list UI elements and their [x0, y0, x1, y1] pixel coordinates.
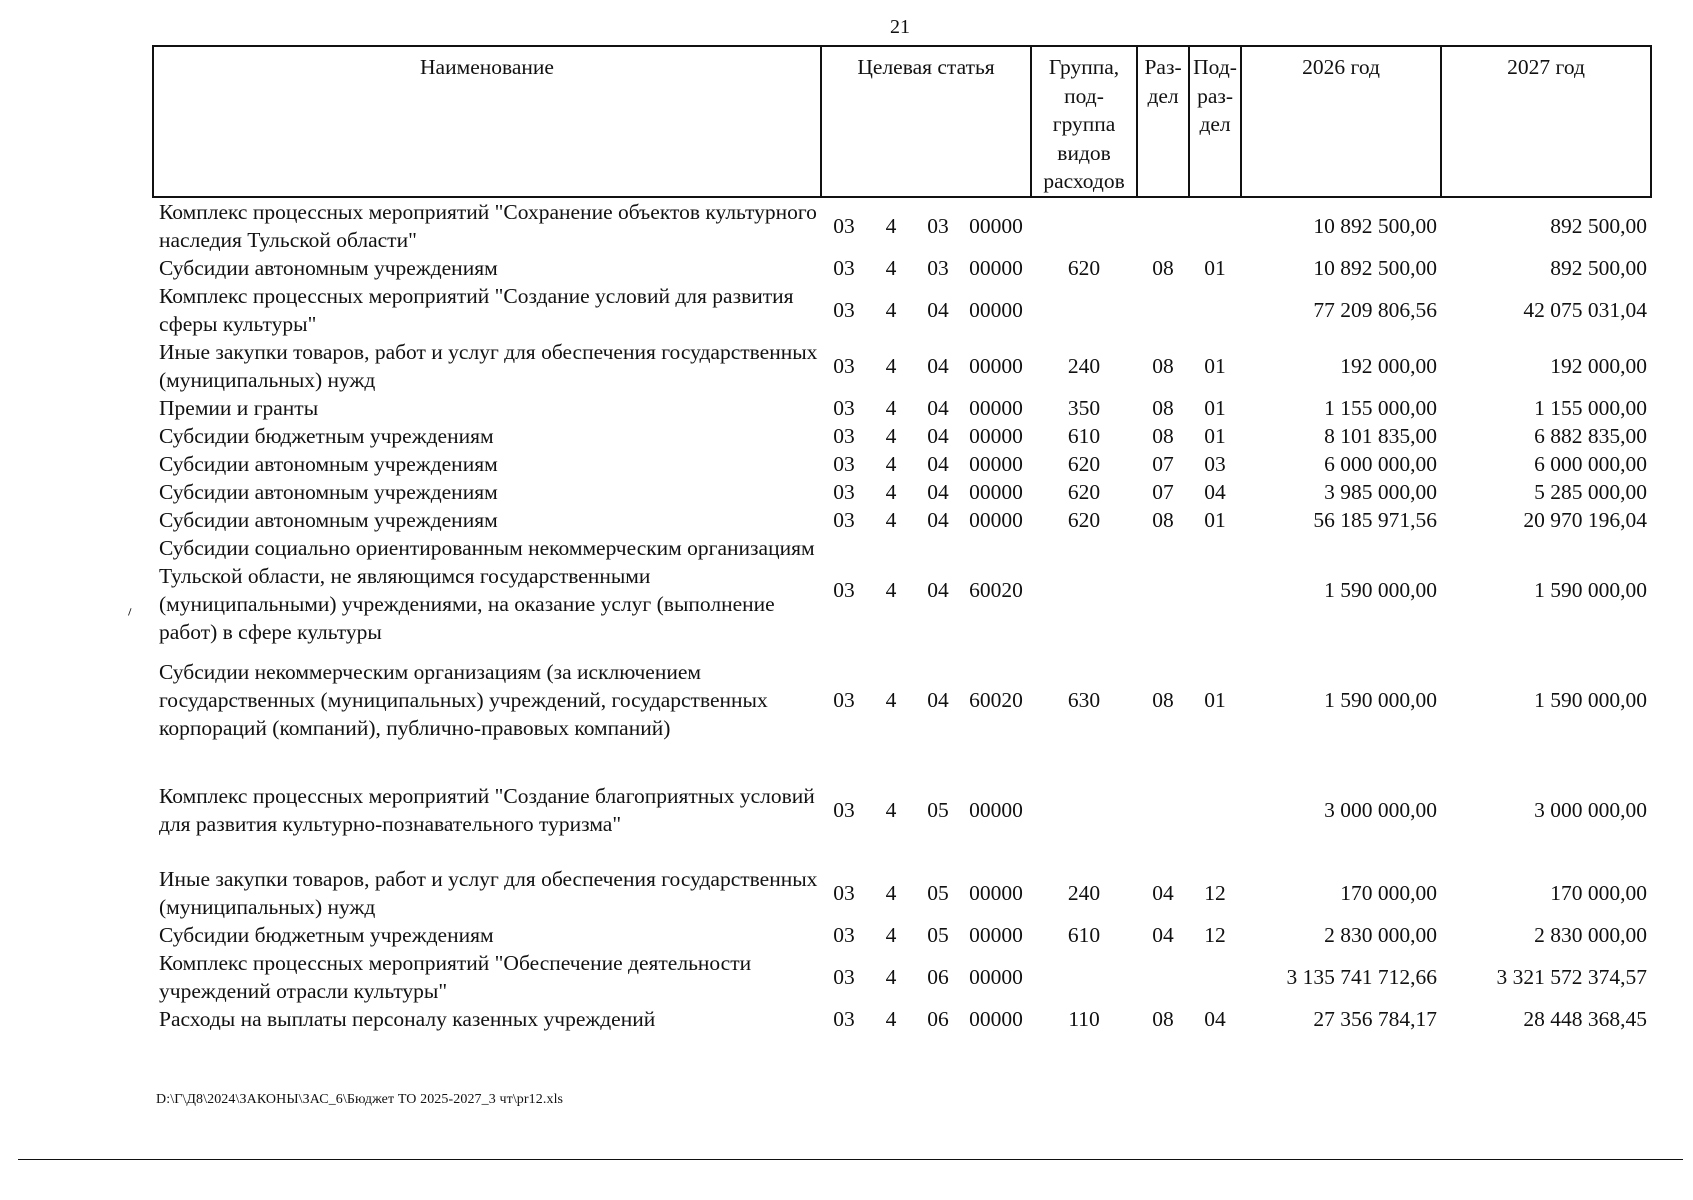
row-subsection [1189, 769, 1241, 851]
row-name: Субсидии автономным учреждениям [159, 255, 498, 280]
row-code-complex: 04 [927, 507, 949, 532]
row-code-program: 03 [833, 880, 855, 905]
row-subsection: 04 [1204, 479, 1226, 504]
row-expense-group: 610 [1067, 922, 1101, 947]
row-expense-group [1031, 197, 1137, 254]
margin-mark: ⸝ [121, 599, 136, 619]
table-header-row [153, 46, 1651, 197]
row-amount-2027: 3 000 000,00 [1534, 797, 1648, 822]
row-subsection [1189, 949, 1241, 1005]
row-section: 08 [1152, 507, 1174, 532]
row-amount-2026: 1 590 000,00 [1324, 577, 1438, 602]
row-code-complex: 05 [927, 797, 949, 822]
row-section: 08 [1152, 423, 1174, 448]
row-code-program: 03 [833, 922, 855, 947]
row-code-type: 4 [885, 507, 897, 532]
row-amount-2026: 10 892 500,00 [1313, 255, 1438, 280]
row-amount-2026: 6 000 000,00 [1324, 451, 1438, 476]
table-row-spacer [153, 851, 1651, 865]
row-amount-2026: 27 356 784,17 [1313, 1006, 1438, 1031]
row-code-type: 4 [885, 880, 897, 905]
row-name: Комплекс процессных мероприятий "Сохранение объектов культурного наследия Тульской области" [159, 199, 817, 252]
table-row [153, 450, 1651, 478]
row-code-direction: 00000 [969, 1006, 1023, 1031]
row-amount-2027: 892 500,00 [1550, 213, 1648, 238]
row-amount-2027: 192 000,00 [1550, 353, 1648, 378]
row-code-complex: 04 [927, 577, 949, 602]
row-code-type: 4 [885, 797, 897, 822]
row-name: Комплекс процессных мероприятий "Создание благоприятных условий для развития культурно-познавательного туризма" [159, 783, 815, 836]
row-code-direction: 00000 [969, 922, 1023, 947]
row-code-direction: 00000 [969, 507, 1023, 532]
table-row [153, 646, 1651, 755]
row-amount-2027: 3 321 572 374,57 [1496, 964, 1648, 989]
row-amount-2027: 2 830 000,00 [1534, 922, 1648, 947]
row-section [1137, 769, 1189, 851]
row-code-program: 03 [833, 1006, 855, 1031]
row-code-direction: 00000 [969, 213, 1023, 238]
row-code-complex: 04 [927, 688, 949, 712]
row-expense-group: 620 [1067, 479, 1101, 504]
row-name: Субсидии бюджетным учреждениям [159, 922, 494, 947]
row-name: Иные закупки товаров, работ и услуг для обеспечения государственных (муниципальных) нужд [159, 866, 818, 919]
row-expense-group [1031, 949, 1137, 1005]
table-row [153, 254, 1651, 282]
row-subsection: 12 [1204, 922, 1226, 947]
row-code-program: 03 [833, 507, 855, 532]
row-amount-2027: 20 970 196,04 [1523, 507, 1648, 532]
table-body [153, 197, 1651, 1033]
row-code-type: 4 [885, 255, 897, 280]
row-subsection: 03 [1204, 451, 1226, 476]
table-row [153, 921, 1651, 949]
row-amount-2026: 8 101 835,00 [1324, 423, 1438, 448]
row-name: Субсидии некоммерческим организациям (за исключением государственных (муниципальных) учреждений, государственных корпораций (компаний), публично-правовых компаний) [159, 660, 768, 740]
table-row [153, 478, 1651, 506]
row-name: Премии и гранты [159, 395, 319, 420]
row-code-complex: 04 [927, 451, 949, 476]
table-row [153, 422, 1651, 450]
row-code-complex: 04 [927, 297, 949, 322]
row-amount-2027: 1 155 000,00 [1534, 395, 1648, 420]
row-code-complex: 04 [927, 353, 949, 378]
row-expense-group: 620 [1067, 451, 1101, 476]
row-amount-2026: 1 590 000,00 [1324, 688, 1438, 712]
row-expense-group: 620 [1067, 255, 1101, 280]
header-expense-group: Группа, под- группа видов расходов [1031, 46, 1137, 197]
row-code-complex: 04 [927, 479, 949, 504]
row-code-direction: 00000 [969, 353, 1023, 378]
row-code-direction: 00000 [969, 880, 1023, 905]
row-expense-group: 620 [1067, 507, 1101, 532]
row-expense-group [1031, 534, 1137, 646]
table-row [153, 338, 1651, 394]
row-code-program: 03 [833, 964, 855, 989]
row-code-program: 03 [833, 395, 855, 420]
row-section [1137, 949, 1189, 1005]
header-target-article: Целевая статья [821, 46, 1031, 197]
row-amount-2027: 42 075 031,04 [1523, 297, 1648, 322]
row-code-direction: 00000 [969, 964, 1023, 989]
row-subsection [1189, 197, 1241, 254]
row-code-program: 03 [833, 213, 855, 238]
row-code-type: 4 [885, 577, 897, 602]
row-expense-group: 240 [1067, 880, 1101, 905]
row-amount-2026: 3 000 000,00 [1324, 797, 1438, 822]
row-amount-2027: 6 000 000,00 [1534, 451, 1648, 476]
row-code-type: 4 [885, 395, 897, 420]
row-subsection: 04 [1204, 1006, 1226, 1031]
row-code-type: 4 [885, 1006, 897, 1031]
row-amount-2026: 77 209 806,56 [1313, 297, 1438, 322]
row-subsection: 01 [1204, 423, 1226, 448]
spacer-cell [153, 755, 1651, 769]
row-section: 08 [1152, 255, 1174, 280]
row-section: 07 [1152, 451, 1174, 476]
header-subsection: Под- раз- дел [1189, 46, 1241, 197]
row-subsection: 12 [1204, 880, 1226, 905]
row-section: 07 [1152, 479, 1174, 504]
budget-table [152, 45, 1652, 1033]
row-amount-2027: 5 285 000,00 [1534, 479, 1648, 504]
row-code-direction: 00000 [969, 255, 1023, 280]
row-code-complex: 05 [927, 922, 949, 947]
row-amount-2026: 56 185 971,56 [1313, 507, 1438, 532]
row-code-direction: 60020 [969, 688, 1023, 712]
row-subsection: 01 [1204, 353, 1226, 378]
row-name: Субсидии автономным учреждениям [159, 507, 498, 532]
row-code-direction: 00000 [969, 423, 1023, 448]
row-name: Субсидии автономным учреждениям [159, 479, 498, 504]
row-code-type: 4 [885, 922, 897, 947]
row-code-complex: 05 [927, 880, 949, 905]
header-section: Раз- дел [1137, 46, 1189, 197]
row-code-type: 4 [885, 353, 897, 378]
row-name: Субсидии бюджетным учреждениям [159, 423, 494, 448]
row-amount-2026: 2 830 000,00 [1324, 922, 1438, 947]
row-expense-group: 630 [1067, 688, 1101, 712]
row-section [1137, 282, 1189, 338]
row-subsection: 01 [1204, 507, 1226, 532]
row-code-direction: 00000 [969, 395, 1023, 420]
row-code-complex: 03 [927, 213, 949, 238]
row-subsection: 01 [1204, 255, 1226, 280]
table-row [153, 282, 1651, 338]
row-expense-group [1031, 769, 1137, 851]
row-code-program: 03 [833, 353, 855, 378]
header-year-2026: 2026 год [1241, 46, 1441, 197]
row-expense-group: 240 [1067, 353, 1101, 378]
row-subsection [1189, 534, 1241, 646]
row-code-complex: 04 [927, 395, 949, 420]
row-code-complex: 06 [927, 1006, 949, 1031]
row-amount-2027: 170 000,00 [1550, 880, 1648, 905]
row-amount-2026: 10 892 500,00 [1313, 213, 1438, 238]
row-expense-group: 610 [1067, 423, 1101, 448]
row-code-program: 03 [833, 688, 855, 712]
row-section [1137, 534, 1189, 646]
row-amount-2026: 1 155 000,00 [1324, 395, 1438, 420]
page-number: 21 [890, 16, 910, 38]
row-code-program: 03 [833, 297, 855, 322]
row-code-program: 03 [833, 255, 855, 280]
table-row-spacer [153, 755, 1651, 769]
row-section: 08 [1152, 353, 1174, 378]
row-code-complex: 03 [927, 255, 949, 280]
row-section: 08 [1152, 688, 1174, 712]
spacer-cell [153, 851, 1651, 865]
table-row [153, 197, 1651, 254]
row-code-direction: 00000 [969, 451, 1023, 476]
row-amount-2026: 192 000,00 [1340, 353, 1438, 378]
table-row [153, 769, 1651, 851]
row-code-type: 4 [885, 213, 897, 238]
row-code-program: 03 [833, 577, 855, 602]
footer-file-path: D:\Г\Д8\2024\ЗАКОНЫ\ЗАС_6\Бюджет ТО 2025-2027_3 чт\pr12.xls [156, 1092, 564, 1107]
row-code-direction: 00000 [969, 479, 1023, 504]
row-code-program: 03 [833, 797, 855, 822]
row-amount-2027: 1 590 000,00 [1534, 577, 1648, 602]
row-subsection: 01 [1204, 395, 1226, 420]
row-name: Иные закупки товаров, работ и услуг для обеспечения государственных (муниципальных) нужд [159, 339, 818, 392]
row-code-type: 4 [885, 964, 897, 989]
bottom-divider [18, 1159, 1683, 1160]
row-amount-2027: 1 590 000,00 [1534, 688, 1648, 712]
row-code-type: 4 [885, 423, 897, 448]
row-section: 04 [1152, 880, 1174, 905]
table-row [153, 1005, 1651, 1033]
row-section [1137, 197, 1189, 254]
row-code-type: 4 [885, 688, 897, 712]
row-section: 08 [1152, 1006, 1174, 1031]
row-expense-group [1031, 282, 1137, 338]
row-name: Комплекс процессных мероприятий "Создание условий для развития сферы культуры" [159, 283, 794, 336]
row-amount-2026: 3 135 741 712,66 [1286, 964, 1438, 989]
table-row [153, 506, 1651, 534]
row-code-type: 4 [885, 297, 897, 322]
row-code-direction: 00000 [969, 297, 1023, 322]
row-subsection: 01 [1204, 688, 1226, 712]
row-name: Субсидии социально ориентированным некоммерческим организациям Тульской области, не являющимся государственными (муниципальными) учреждениями, на оказание услуг (выполнение работ) в сфере культуры [159, 535, 815, 644]
table-row [153, 865, 1651, 921]
row-subsection [1189, 282, 1241, 338]
header-year-2027: 2027 год [1441, 46, 1651, 197]
row-amount-2027: 28 448 368,45 [1523, 1006, 1648, 1031]
row-code-program: 03 [833, 479, 855, 504]
header-name: Наименование [153, 46, 821, 197]
row-amount-2026: 3 985 000,00 [1324, 479, 1438, 504]
row-code-program: 03 [833, 423, 855, 448]
row-code-type: 4 [885, 479, 897, 504]
row-expense-group: 350 [1067, 395, 1101, 420]
table-row [153, 949, 1651, 1005]
row-code-complex: 04 [927, 423, 949, 448]
table-row [153, 394, 1651, 422]
row-code-direction: 00000 [969, 797, 1023, 822]
table-row [153, 534, 1651, 646]
row-amount-2027: 892 500,00 [1550, 255, 1648, 280]
row-name: Субсидии автономным учреждениям [159, 451, 498, 476]
row-section: 04 [1152, 922, 1174, 947]
row-amount-2027: 6 882 835,00 [1534, 423, 1648, 448]
row-code-type: 4 [885, 451, 897, 476]
row-expense-group: 110 [1068, 1006, 1100, 1031]
row-name: Расходы на выплаты персоналу казенных учреждений [159, 1006, 656, 1031]
row-code-complex: 06 [927, 964, 949, 989]
row-code-program: 03 [833, 451, 855, 476]
row-amount-2026: 170 000,00 [1340, 880, 1438, 905]
row-code-direction: 60020 [969, 577, 1023, 602]
row-name: Комплекс процессных мероприятий "Обеспечение деятельности учреждений отрасли культуры" [159, 950, 752, 1003]
row-section: 08 [1152, 395, 1174, 420]
